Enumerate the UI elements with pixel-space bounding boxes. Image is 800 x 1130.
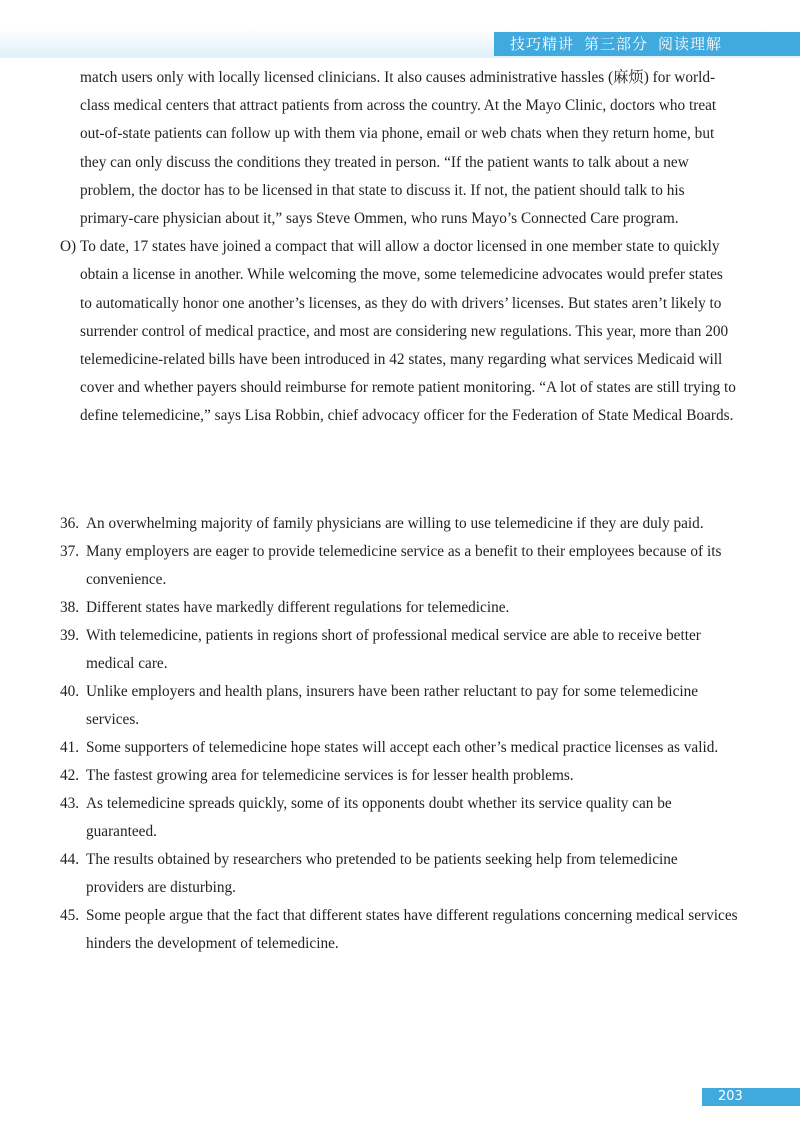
question-number: 36. <box>60 515 80 532</box>
question-item <box>60 622 738 678</box>
header-part-2: 第三部分 <box>584 35 649 53</box>
passage <box>60 64 736 431</box>
passage-continued-paragraph: match users only with locally licensed clinicians. It also causes administrative hassles (麻烦) for world-class medical centers that attract patients from across the country. At the Mayo Clinic, doctors who treat out-of-state patients can follow up with them via phone, email or web chats when they return home, but they can only discuss the conditions they treated in person. “If the patient wants to talk about a new problem, the doctor has to be licensed in that state to discuss it. If not, the patient should talk to his primary-care physician about it,” says Steve Ommen, who runs Mayo’s Connected Care program. <box>80 69 717 228</box>
question-text: As telemedicine spreads quickly, some of its opponents doubt whether its service quality can be guaranteed. <box>86 795 672 840</box>
question-text: Different states have markedly different regulations for telemedicine. <box>86 599 510 616</box>
header-part-1: 技巧精讲 <box>510 35 575 53</box>
question-text: With telemedicine, patients in regions short of professional medical service are able to receive better medical care. <box>86 627 701 672</box>
question-text: Some supporters of telemedicine hope states will accept each other’s medical practice licenses as valid. <box>86 739 719 756</box>
question-number: 42. <box>60 767 80 784</box>
question-item <box>60 762 738 790</box>
question-number: 44. <box>60 851 80 868</box>
question-item <box>60 538 738 594</box>
question-number: 40. <box>60 683 80 700</box>
question-number: 39. <box>60 627 80 644</box>
question-item <box>60 902 738 958</box>
question-text: The results obtained by researchers who pretended to be patients seeking help from telemedicine providers are disturbing. <box>86 851 678 896</box>
section-header <box>494 32 800 56</box>
question-item <box>60 734 738 762</box>
question-item <box>60 510 738 538</box>
header-part-3: 阅读理解 <box>658 35 723 53</box>
question-number: 41. <box>60 739 80 756</box>
question-text: Unlike employers and health plans, insurers have been rather reluctant to pay for some telemedicine services. <box>86 683 699 728</box>
paragraph-label: O) <box>60 238 77 256</box>
paragraph-text: To date, 17 states have joined a compact that will allow a doctor licensed in one member state to quickly obtain a license in another. While welcoming the move, some telemedicine advocates would prefer states to automatically honor one another’s licenses, as they do with drivers’ licenses. But states aren’t likely to surrender control of medical practice, and most are considering new regulations. This year, more than 200 telemedicine-related bills have been introduced in 42 states, many regarding what services Medicaid will cover and whether payers should reimburse for remote patient monitoring. “A lot of states are still trying to define telemedicine,” says Lisa Robbin, chief advocacy officer for the Federation of State Medical Boards. <box>80 238 736 425</box>
question-number: 45. <box>60 907 80 924</box>
question-text: The fastest growing area for telemedicine services is for lesser health problems. <box>86 767 574 784</box>
question-item <box>60 846 738 902</box>
question-number: 43. <box>60 795 80 812</box>
passage-paragraph-o <box>60 233 736 430</box>
page-number: 203 <box>702 1088 800 1106</box>
question-list <box>60 510 738 958</box>
question-item <box>60 678 738 734</box>
question-number: 37. <box>60 543 80 560</box>
question-item <box>60 594 738 622</box>
question-item <box>60 790 738 846</box>
question-number: 38. <box>60 599 80 616</box>
question-text: Some people argue that the fact that different states have different regulations concerning medical services hinders the development of telemedicine. <box>86 907 738 952</box>
question-text: Many employers are eager to provide telemedicine service as a benefit to their employees because of its convenience. <box>86 543 722 588</box>
question-text: An overwhelming majority of family physicians are willing to use telemedicine if they are duly paid. <box>86 515 704 532</box>
